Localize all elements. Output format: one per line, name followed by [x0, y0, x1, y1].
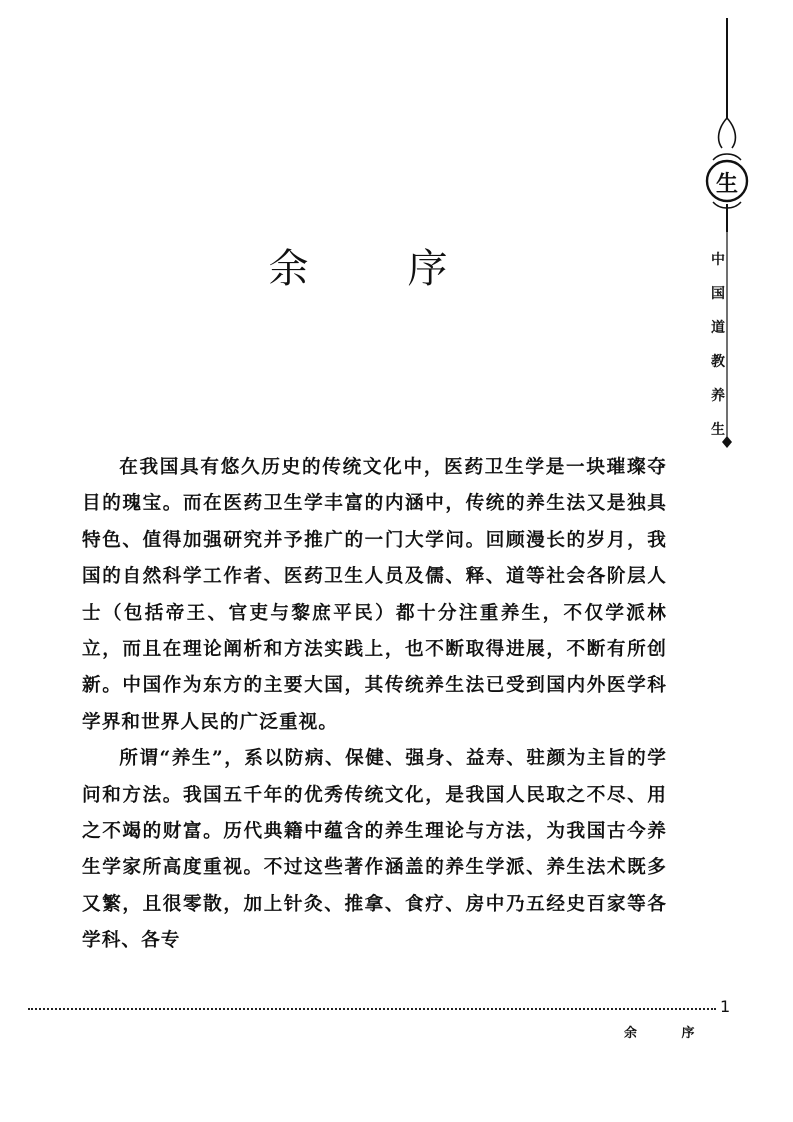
paragraph: 在我国具有悠久历史的传统文化中，医药卫生学是一块璀璨夺目的瑰宝。而在医药卫生学丰富的内涵中，传统的养生法又是独具特色、值得加强研究并予推广的一门大学问。回顾漫长的岁月，我国的自然科学工作者、医药卫生人员及儒、释、道等社会各阶层人士（包括帝王、官吏与黎庶平民）都十分注重养生，不仅学派林立，而且在理论阐析和方法实践上，也不断取得进展，不断有所创新。中国作为东方的主要大国，其传统养生法已受到国内外医学科学界和世界人民的广泛重视。 — [82, 457, 667, 733]
page-title — [0, 237, 720, 294]
footer-divider — [28, 1008, 716, 1010]
title-char-2: 序 — [407, 245, 452, 292]
paragraph: 所谓“养生”，系以防病、保健、强身、益寿、驻颜为主旨的学问和方法。我国五千年的优秀传统文化，是我国人民取之不尽、用之不竭的财富。历代典籍中蕴含的养生理论与方法，为我国古今养生学家所高度重视。不过这些著作涵盖的养生学派、养生法术既多又繁，且很零散，加上针灸、推拿、食疗、房中乃五经史百家等各学科、各专 — [82, 748, 667, 952]
title-char-1: 余 — [268, 245, 313, 292]
running-footer-title: 余 序 — [624, 1026, 695, 1041]
side-label-char: 养 — [711, 388, 725, 404]
side-label-char: 生 — [711, 422, 725, 438]
preface-body — [82, 450, 667, 960]
side-label-char: 道 — [711, 320, 725, 336]
side-label-char: 中 — [711, 252, 725, 268]
side-label-char: 国 — [711, 286, 725, 302]
side-label-char: 教 — [711, 354, 725, 370]
side-circle-character: 生 — [715, 172, 738, 197]
side-series-label — [708, 243, 728, 447]
page-number: 1 — [720, 997, 731, 1016]
